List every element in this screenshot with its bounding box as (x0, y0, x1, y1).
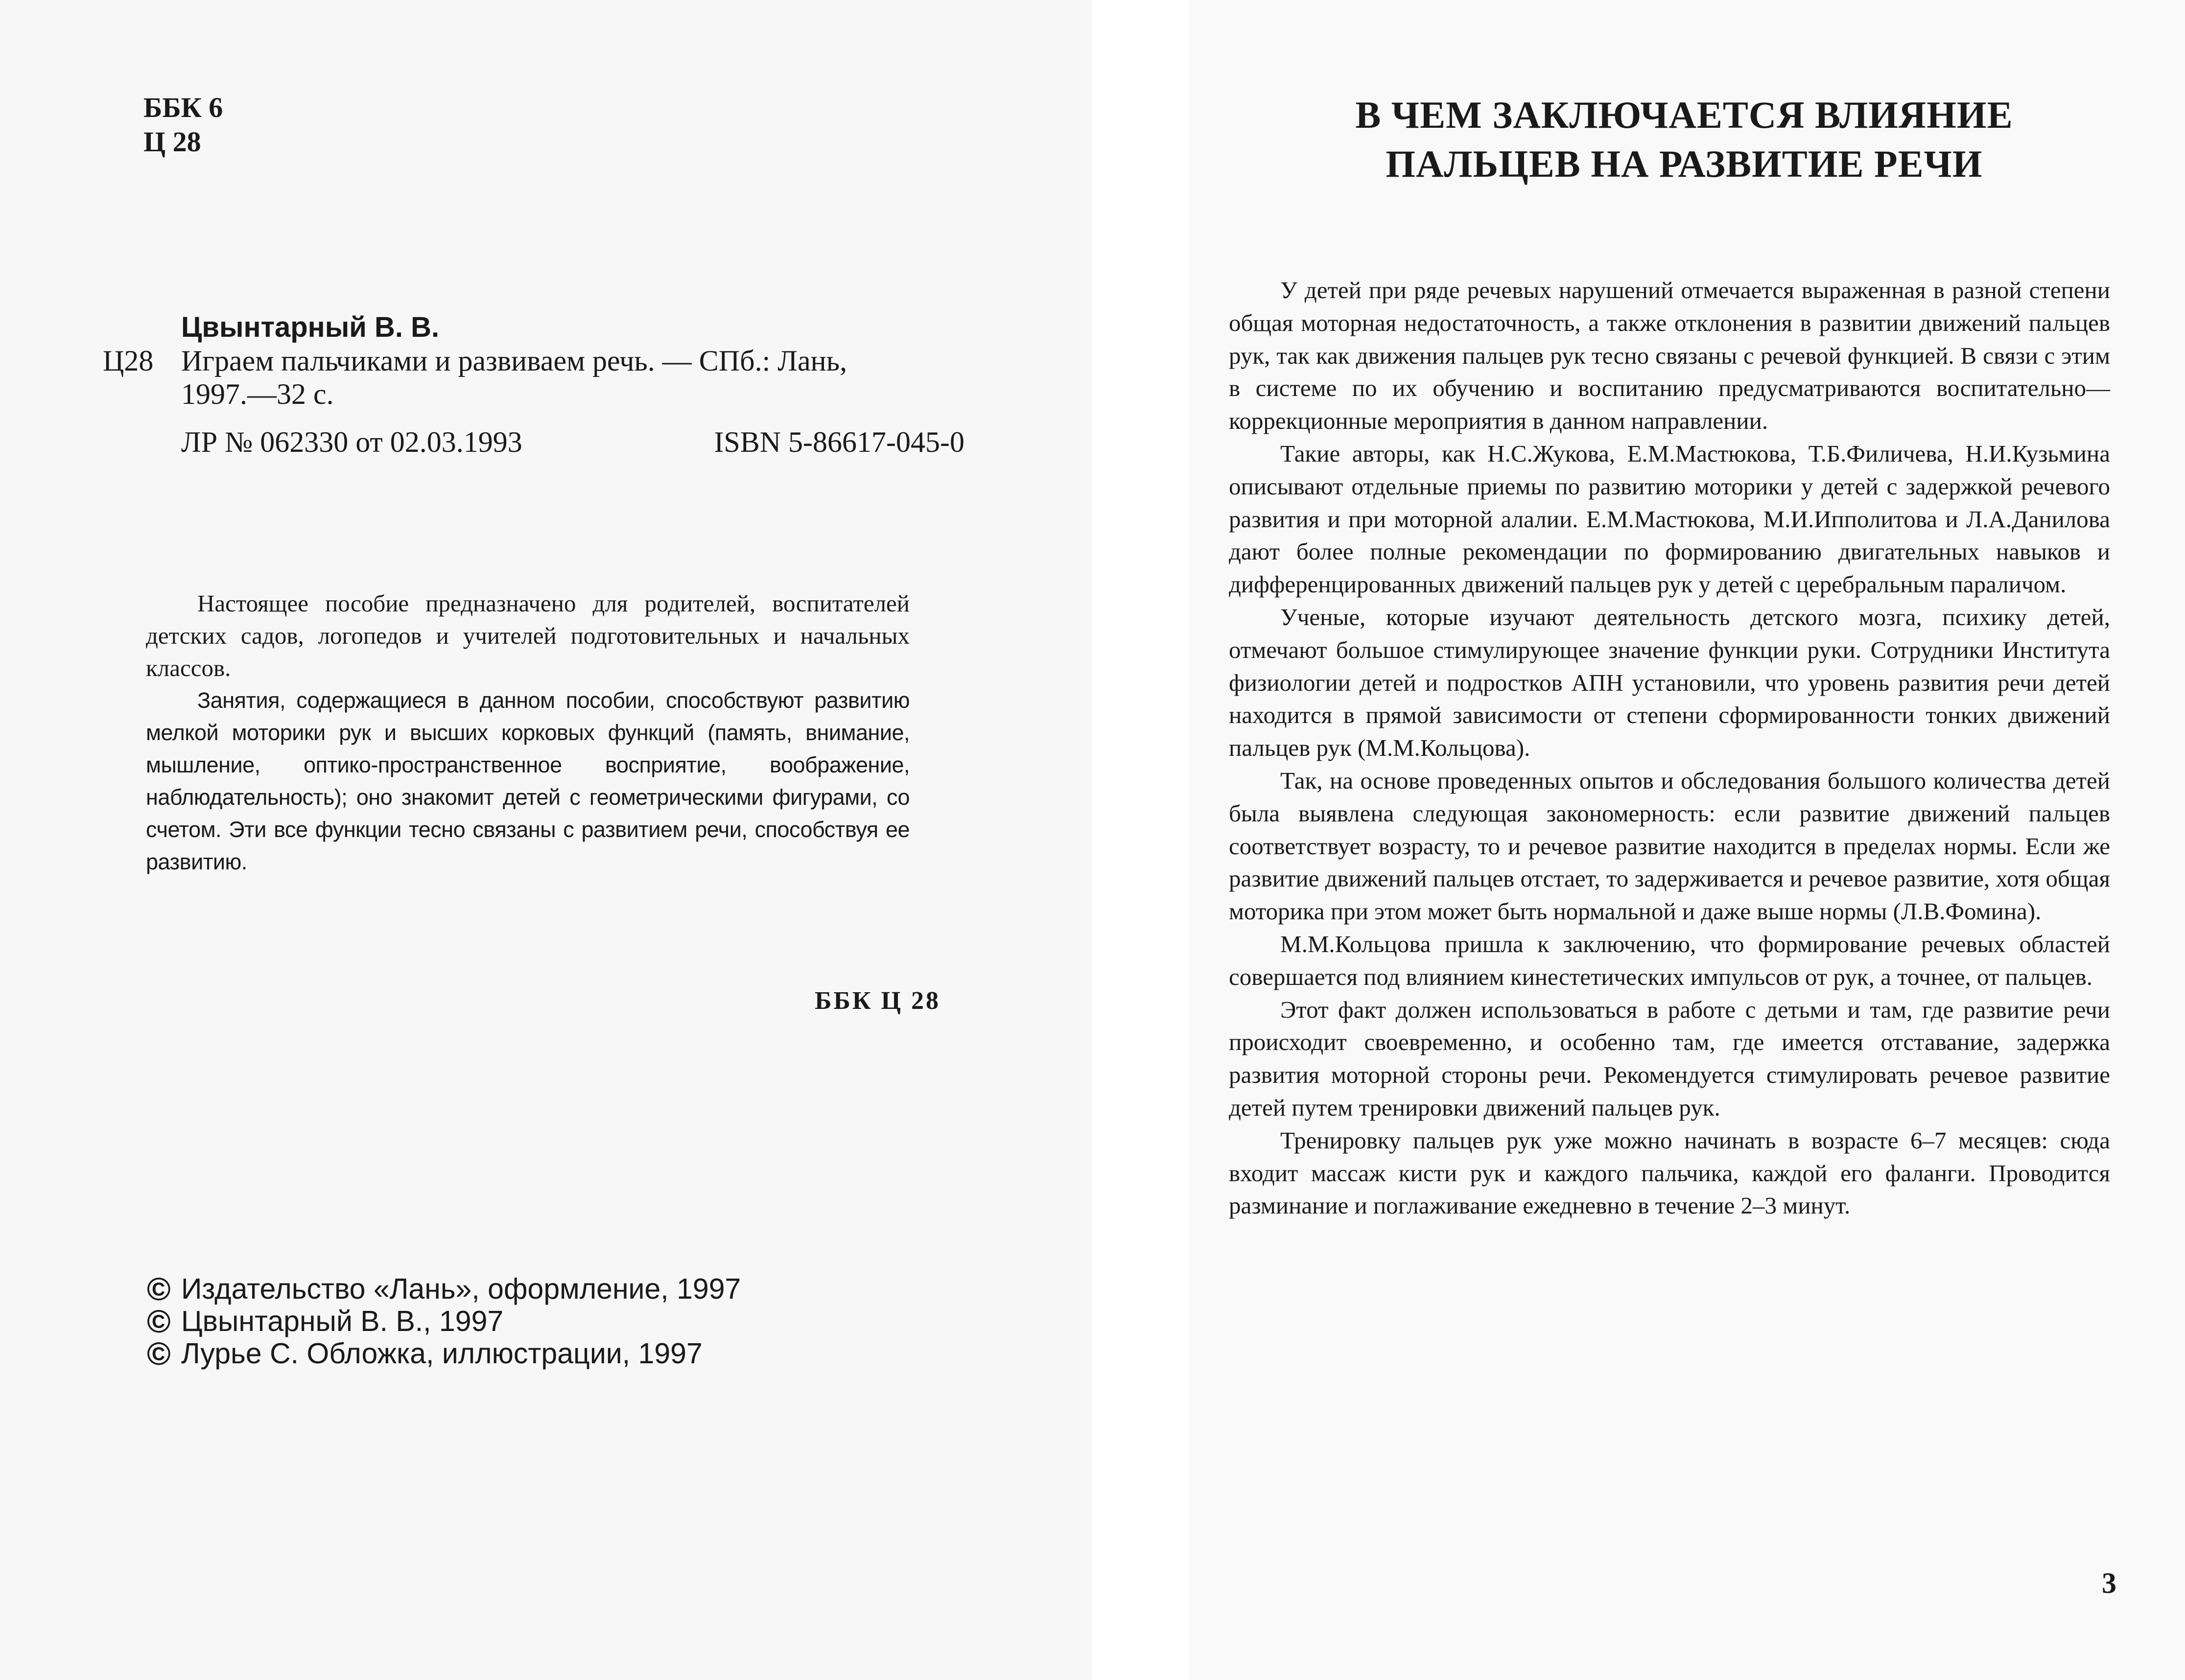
copyright-text: Лурье С. Обложка, иллюстрации, 1997 (181, 1337, 703, 1370)
chapter-title-line: В ЧЕМ ЗАКЛЮЧАЕТСЯ ВЛИЯНИЕ (1355, 93, 2013, 136)
chapter-body (1229, 274, 2110, 1222)
copyright-icon: © (147, 1303, 171, 1339)
right-page (1190, 0, 2185, 1680)
chapter-title (1248, 91, 2120, 188)
copyright-block (147, 1273, 741, 1370)
copyright-line (147, 1305, 741, 1337)
catalog-code: Ц28 (103, 345, 154, 377)
title-row (103, 344, 964, 377)
bbk-footer: ББК Ц 28 (815, 987, 940, 1015)
left-page (0, 0, 1092, 1680)
bbk-code: ББК 6 (143, 92, 223, 123)
author-mark: Ц 28 (143, 126, 201, 158)
body-paragraph: Так, на основе проведенных опытов и обследования большого количества детей была выявлена следующая закономерность: если развитие движений пальцев соответствует возрасту, то и речевое развитие находится в пределах нормы. Если же развитие движений пальцев отстает, то задерживается и речевое развитие, хотя общая моторика при этом может быть нормальной и даже выше нормы (Л.В.Фомина). (1229, 767, 2110, 925)
author-name: Цвынтарный В. В. (181, 311, 440, 343)
body-paragraph: Такие авторы, как Н.С.Жукова, Е.М.Мастюкова, Т.Б.Филичева, Н.И.Кузьмина описывают отдельные приемы по развитию моторики у детей с задержкой речевого развития и при моторной алалии. Е.М.Мастюкова, М.И.Ипполитова и Л.А.Данилова дают более полные рекомендации по формированию двигательных навыков и дифференцированных движений пальцев рук у детей с церебральным параличом. (1229, 440, 2110, 598)
page-number: 3 (2102, 1567, 2116, 1599)
copyright-line (147, 1273, 741, 1305)
body-paragraph: Этот факт должен использоваться в работе с детьми и там, где развитие речи происходит своевременно, и особенно там, где имеется отставание, задержка развития моторной стороны речи. Рекомендуется стимулировать речевое развитие детей путем тренировки движений пальцев рук. (1229, 996, 2110, 1121)
isbn: ISBN 5-86617-045-0 (714, 426, 964, 458)
copyright-text: Издательство «Лань», оформление, 1997 (181, 1273, 741, 1305)
license-number: ЛР № 062330 от 02.03.1993 (181, 426, 522, 458)
body-paragraph: М.М.Кольцова пришла к заключению, что формирование речевых областей совершается под влиянием кинестетических импульсов от рук, а точнее, от пальцев. (1229, 930, 2110, 990)
license-isbn-row (181, 425, 964, 459)
copyright-icon: © (147, 1271, 171, 1307)
copyright-icon: © (147, 1335, 171, 1372)
bbk-header (143, 91, 223, 159)
book-title-line: Играем пальчиками и развиваем речь. — СПб.: Лань, (181, 345, 847, 377)
chapter-title-line: ПАЛЬЦЕВ НА РАЗВИТИЕ РЕЧИ (1386, 142, 1983, 185)
annotation-paragraph: Настоящее пособие предназначено для родителей, воспитателей детских садов, логопедов и учителей подготовительных и начальных классов. (146, 590, 910, 681)
copyright-text: Цвынтарный В. В., 1997 (181, 1305, 504, 1337)
body-paragraph: Тренировку пальцев рук уже можно начинать в возрасте 6–7 месяцев: сюда входит массаж кисти рук и каждого пальчика, каждой его фаланги. Проводится разминание и поглаживание ежедневно в течение 2–3 минут. (1229, 1126, 2110, 1219)
annotation-paragraph: Занятия, содержащиеся в данном пособии, способствуют развитию мелкой моторики рук и высших корковых функций (память, внимание, мышление, оптико-пространственное восприятие, воображение, наблюдательность); оно знакомит детей с геометрическими фигурами, со счетом. Эти все функции тесно связаны с развитием речи, способствуя ее развитию. (146, 688, 910, 874)
book-year-pages: 1997.—32 с. (181, 378, 334, 410)
body-paragraph: Ученые, которые изучают деятельность детского мозга, психику детей, отмечают большое стимулирующее значение функции руки. Сотрудники Института физиологии детей и подростков АПН установили, что уровень развития речи детей находится в прямой зависимости от степени сформированности тонких движений пальцев рук (М.М.Кольцова). (1229, 603, 2110, 762)
copyright-line (147, 1337, 741, 1370)
annotation (146, 587, 910, 878)
body-paragraph: У детей при ряде речевых нарушений отмечается выраженная в разной степени общая моторная недостаточность, а также отклонения в развитии движений пальцев рук, так как движения пальцев рук тесно связаны с речевой функцией. В связи с этим в системе по их обучению и воспитанию предусматриваются воспитательно—коррекционные мероприятия в данном направлении. (1229, 277, 2110, 435)
bibliographic-record (103, 311, 964, 459)
